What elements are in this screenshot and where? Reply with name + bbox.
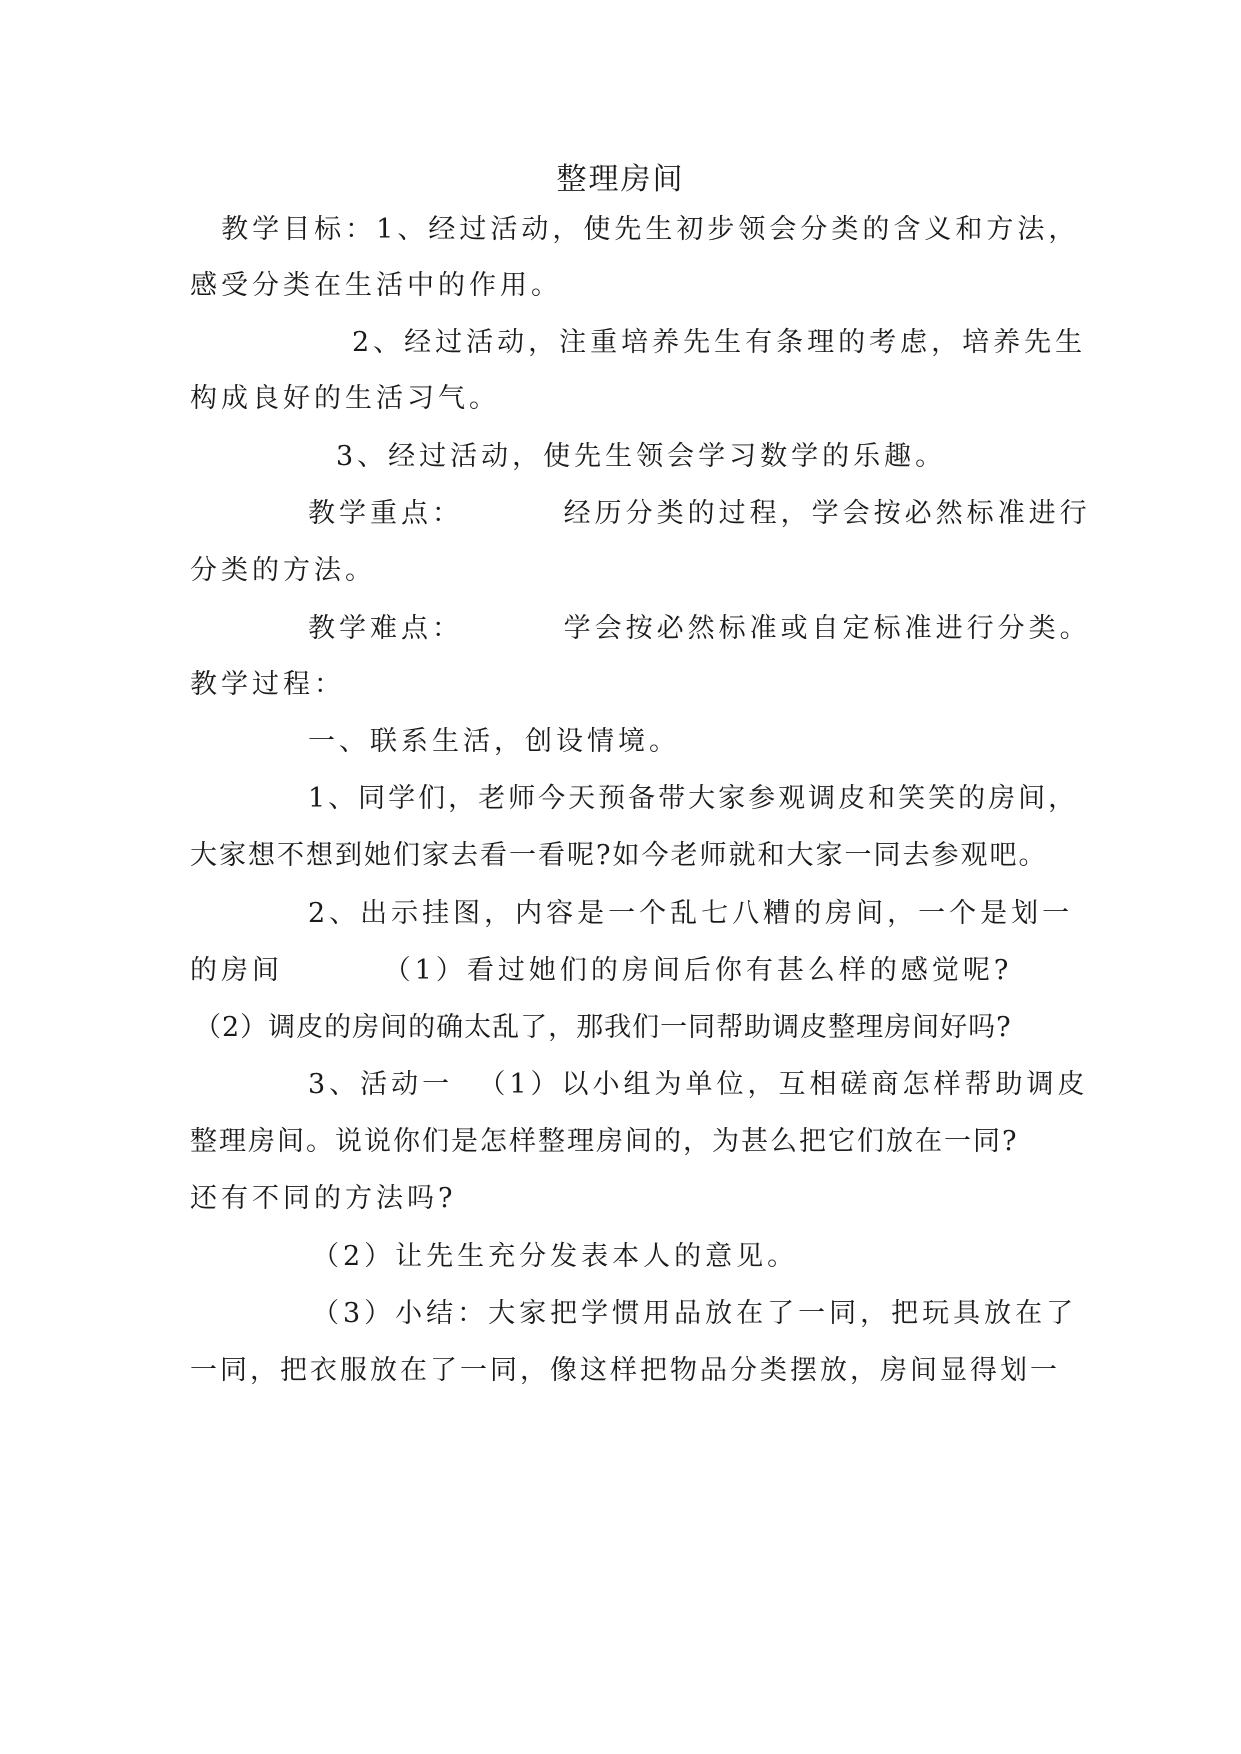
paragraph-line: （2）调皮的房间的确太乱了，那我们一同帮助调皮整理房间好吗? <box>194 1012 1012 1043</box>
paragraph-line: 整理房间。说说你们是怎样整理房间的，为甚么把它们放在一同? <box>190 1126 1019 1157</box>
paragraph-line: 2、经过活动，注重培养先生有条理的考虑，培养先生 <box>352 327 1087 358</box>
paragraph-line: 一同，把衣服放在了一同，像这样把物品分类摆放，房间显得划一 <box>190 1355 1060 1386</box>
paragraph-line: 教学过程： <box>190 669 345 700</box>
paragraph-line: 感受分类在生活中的作用。 <box>190 270 562 301</box>
paragraph-line: 3、经过活动，使先生领会学习数学的乐趣。 <box>336 441 947 472</box>
paragraph-line: 一、联系生活，创设情境。 <box>308 726 680 757</box>
paragraph-line: 教学难点： 学会按必然标准或自定标准进行分类。 <box>308 613 1091 644</box>
paragraph-line: （2）让先生充分发表本人的意见。 <box>312 1241 799 1272</box>
paragraph-line: 还有不同的方法吗? <box>190 1183 457 1214</box>
paragraph-line: 1、同学们，老师今天预备带大家参观调皮和笑笑的房间， <box>308 783 1079 814</box>
paragraph-line: 的房间 （1）看过她们的房间后你有甚么样的感觉呢? <box>190 955 1013 986</box>
paragraph-line: 分类的方法。 <box>190 555 376 586</box>
paragraph-line: 教学重点： 经历分类的过程，学会按必然标准进行 <box>308 498 1091 529</box>
document-title: 整理房间 <box>556 162 685 197</box>
paragraph-line: 教学目标：1、经过活动，使先生初步领会分类的含义和方法， <box>196 214 1080 245</box>
paragraph-line: （3）小结：大家把学惯用品放在了一同，把玩具放在了 <box>312 1298 1078 1329</box>
paragraph-line: 2、出示挂图，内容是一个乱七八糟的房间，一个是划一 <box>308 898 1074 929</box>
paragraph-line: 大家想不想到她们家去看一看呢?如今老师就和大家一同去参观吧。 <box>190 840 1048 871</box>
paragraph-line: 构成良好的生活习气。 <box>190 383 500 414</box>
paragraph-line: 3、活动一 （1）以小组为单位，互相磋商怎样帮助调皮 <box>308 1069 1089 1100</box>
